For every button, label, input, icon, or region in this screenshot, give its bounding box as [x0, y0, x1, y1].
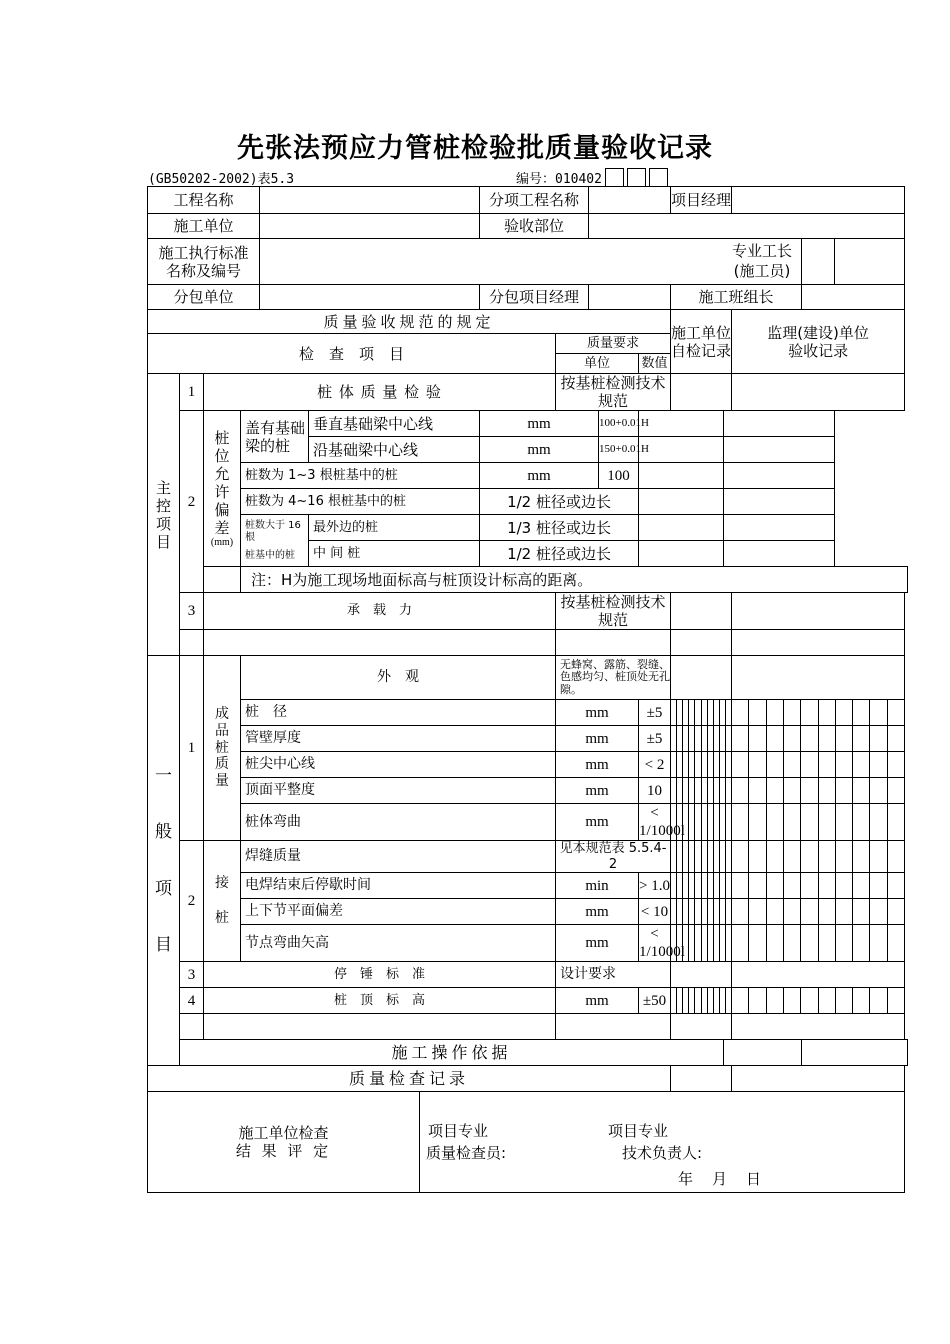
standard-code: (GB50202-2002)表5.3 [148, 172, 295, 187]
pos-label-char: 桩 [214, 428, 230, 447]
project-name-value[interactable] [260, 187, 480, 214]
foreman-value[interactable] [835, 239, 905, 285]
pile-body-req: 按基桩检测技术规范 [556, 374, 671, 411]
supervisor-cell[interactable] [732, 1014, 905, 1040]
row-name: 管壁厚度 [241, 726, 556, 752]
row-value: < 1/1000l [639, 805, 685, 839]
row-name: 桩 径 [241, 700, 556, 726]
supervisor-cell[interactable] [732, 656, 905, 700]
n13-value: 100 [599, 463, 639, 489]
supervisor-header-line1: 监理(建设)单位 [767, 323, 869, 342]
capped-line2: 梁的桩 [245, 436, 291, 455]
inspector-line2: 质量检查员: [426, 1144, 507, 1163]
construction-unit-value[interactable] [260, 214, 480, 239]
foreman-label-text [722, 241, 802, 282]
row-value: < 1/1000l [639, 926, 685, 961]
joint-pile-label [204, 841, 241, 962]
supervisor-header [732, 310, 905, 374]
operation-basis-label: 施工操作依据 [180, 1040, 724, 1066]
self-check-cell[interactable] [671, 962, 732, 988]
row-unit: mm [556, 778, 639, 804]
row-value: > 1.0 [639, 873, 671, 899]
result-evaluation-body[interactable] [420, 1092, 905, 1193]
team-leader-label: 施工班组长 [671, 285, 802, 310]
row-name: 电焊结束后停歇时间 [241, 873, 556, 899]
result-evaluation-label [148, 1092, 420, 1193]
item-number: 3 [180, 593, 204, 630]
check-items-header: 检 查 项 目 [148, 334, 556, 374]
supervisor-grid[interactable] [732, 841, 905, 873]
supervisor-cell[interactable] [732, 962, 905, 988]
date-line: 年 月 日 [678, 1170, 764, 1189]
general-label-char: 项 [155, 878, 172, 899]
supervisor-grid[interactable] [732, 899, 905, 925]
supervisor-cell[interactable] [732, 593, 905, 630]
weld-quality-label: 焊缝质量 [241, 841, 556, 873]
row-value: ±5 [639, 700, 671, 726]
project-name-label: 工程名称 [148, 187, 260, 214]
finished-label-char: 量 [215, 773, 229, 790]
page-title: 先张法预应力管桩检验批质量验收记录 [237, 133, 713, 164]
pos-label-unit: (mm) [210, 536, 234, 548]
self-check-cell[interactable] [639, 489, 724, 515]
row-name: 上下节平面偏差 [241, 899, 556, 925]
self-check-cell[interactable] [639, 437, 724, 463]
row-unit: mm [556, 804, 639, 841]
top-elev-unit: mm [556, 988, 639, 1014]
row-name: 桩尖中心线 [241, 752, 556, 778]
standard-name-value[interactable] [260, 239, 802, 285]
tech-line2: 技术负责人: [622, 1144, 703, 1163]
acceptance-part-value[interactable] [589, 214, 905, 239]
top-elev-label: 桩 顶 标 高 [204, 988, 556, 1014]
joint-label-char: 接 [215, 875, 229, 892]
number-box[interactable] [627, 168, 646, 187]
empty-cell[interactable] [556, 630, 671, 656]
supervisor-grid[interactable] [732, 700, 905, 726]
self-check-cell[interactable] [671, 593, 732, 630]
self-check-cell[interactable] [671, 1014, 732, 1040]
foreman-label [802, 239, 835, 285]
row-unit: mm [556, 925, 639, 962]
unit-header: 单位 [556, 354, 639, 374]
self-check-cell[interactable] [639, 463, 724, 489]
item-number: 2 [180, 411, 204, 593]
row-unit: min [556, 873, 639, 899]
appearance-label: 外 观 [241, 656, 556, 700]
subcontractor-value[interactable] [260, 285, 480, 310]
team-leader-value[interactable] [802, 285, 905, 310]
main-items-label [148, 374, 180, 656]
spec-header: 质量验收规范的规定 [148, 310, 671, 334]
main-label-char: 目 [155, 532, 171, 551]
main-label-char: 主 [155, 478, 171, 497]
appearance-req: 无蜂窝、露筋、裂缝、色感均匀、桩顶处无孔隙。 [556, 656, 671, 700]
row-value: ±5 [639, 726, 671, 752]
empty-cell[interactable] [204, 1014, 556, 1040]
row-unit: mm [556, 899, 639, 925]
general-items-label [148, 656, 180, 1066]
n13-label: 桩数为 1~3 根桩基中的桩 [241, 463, 480, 489]
weld-quality-req: 见本规范表 5.5.4-2 [556, 841, 671, 873]
outer-pile-label: 最外边的桩 [309, 515, 480, 541]
item-number: 1 [180, 374, 204, 411]
result-line1: 施工单位检查 [238, 1124, 329, 1143]
empty-cell[interactable] [556, 1014, 671, 1040]
value-header: 数值 [639, 354, 671, 374]
main-label-char: 项 [155, 514, 171, 533]
supervisor-grid[interactable] [732, 778, 905, 804]
operation-basis-supervisor[interactable] [802, 1040, 908, 1066]
supervisor-cell[interactable] [724, 515, 835, 541]
supervisor-cell[interactable] [724, 541, 835, 567]
self-check-grid[interactable] [671, 804, 732, 841]
inspection-form [147, 186, 908, 1193]
along-unit: mm [480, 437, 599, 463]
quality-req-header: 质量要求 [556, 334, 671, 354]
item-number: 2 [180, 841, 204, 962]
finished-label-char: 质 [215, 756, 229, 773]
row-unit: mm [556, 752, 639, 778]
supervisor-header-line2: 验收记录 [788, 341, 849, 360]
general-label-char: 目 [155, 934, 172, 955]
along-label: 沿基础梁中心线 [309, 437, 480, 463]
self-check-grid[interactable] [671, 726, 732, 752]
hammer-stop-req: 设计要求 [556, 962, 671, 988]
self-check-cell[interactable] [671, 656, 732, 700]
perp-unit: mm [480, 411, 599, 437]
self-check-header: 施工单位自检记录 [671, 310, 732, 374]
item-number: 1 [180, 656, 204, 841]
subcontractor-label: 分包单位 [148, 285, 260, 310]
self-check-grid[interactable] [671, 778, 732, 804]
hammer-stop-label: 停 锤 标 准 [204, 962, 556, 988]
row-value: < 10 [639, 899, 671, 925]
quality-record-self[interactable] [671, 1066, 732, 1092]
self-check-cell[interactable] [639, 515, 724, 541]
supervisor-cell[interactable] [732, 630, 905, 656]
result-line2: 结 果 评 定 [235, 1142, 332, 1161]
pos-label-char: 许 [214, 482, 230, 501]
pos-label-char: 差 [214, 518, 230, 537]
sub-project-manager-label: 分包项目经理 [480, 285, 589, 310]
outer-pile-req: 1/3 桩径或边长 [480, 515, 639, 541]
pile-body-label: 桩 体 质 量 检 验 [204, 374, 556, 411]
n16-line3: 桩基中的桩 [245, 549, 295, 561]
quality-record-label: 质量检查记录 [148, 1066, 671, 1092]
standard-name-label [148, 239, 260, 285]
operation-basis-self[interactable] [724, 1040, 802, 1066]
row-name: 顶面平整度 [241, 778, 556, 804]
sub-project-name-label: 分项工程名称 [480, 187, 589, 214]
number-box[interactable] [649, 168, 668, 187]
supervisor-grid[interactable] [732, 988, 905, 1014]
n416-req: 1/2 桩径或边长 [480, 489, 639, 515]
project-manager-label: 项目经理 [671, 187, 732, 214]
supervisor-grid[interactable] [732, 804, 905, 841]
form-number [516, 168, 668, 187]
row-value: 10 [639, 778, 671, 804]
supervisor-grid[interactable] [732, 726, 905, 752]
general-label-char: 一 [155, 765, 172, 786]
supervisor-cell[interactable] [724, 463, 835, 489]
pos-label-char: 偏 [214, 500, 230, 519]
capacity-req: 按基桩检测技术规范 [556, 593, 671, 630]
foreman-line2: (施工员) [733, 262, 791, 281]
empty-cell [180, 630, 204, 656]
pos-label-char: 允 [214, 464, 230, 483]
note-text: 注：H为施工现场地面标高与桩顶设计标高的距离。 [241, 567, 908, 593]
form-number-label: 编号：010402 [516, 172, 602, 187]
empty-cell [180, 1014, 204, 1040]
n16-line2: 根 [245, 531, 255, 543]
sub-project-manager-value[interactable] [589, 285, 671, 310]
construction-unit-label: 施工单位 [148, 214, 260, 239]
supervisor-grid[interactable] [732, 925, 905, 962]
foreman-line1: 专业工长 [731, 242, 792, 260]
perp-value: 100+0.01H [599, 411, 639, 437]
supervisor-grid[interactable] [732, 752, 905, 778]
standard-name-line2: 名称及编号 [166, 261, 242, 280]
item-number: 3 [180, 962, 204, 988]
project-manager-value[interactable] [732, 187, 905, 214]
joint-label-char: 桩 [215, 910, 229, 927]
self-check-grid[interactable] [671, 841, 732, 873]
top-elev-value: ±50 [639, 988, 671, 1014]
acceptance-part-label: 验收部位 [480, 214, 589, 239]
n13-unit: mm [480, 463, 599, 489]
tech-line1: 项目专业 [608, 1122, 669, 1141]
perp-label: 垂直基础梁中心线 [309, 411, 480, 437]
middle-pile-req: 1/2 桩径或边长 [480, 541, 639, 567]
supervisor-cell[interactable] [724, 489, 835, 515]
empty-cell[interactable] [204, 630, 556, 656]
self-check-cell[interactable] [639, 541, 724, 567]
self-check-cell[interactable] [671, 630, 732, 656]
capped-line1: 盖有基础 [245, 418, 306, 437]
self-check-grid[interactable] [671, 988, 732, 1014]
self-check-grid[interactable] [671, 899, 732, 925]
row-value: < 2 [639, 752, 671, 778]
row-unit: mm [556, 726, 639, 752]
self-check-grid[interactable] [671, 925, 732, 962]
pile-position-label [204, 411, 241, 567]
pos-label-char: 位 [214, 446, 230, 465]
row-name: 桩体弯曲 [241, 804, 556, 841]
self-check-grid[interactable] [671, 752, 732, 778]
item-number: 4 [180, 988, 204, 1014]
row-unit: mm [556, 700, 639, 726]
along-value: 150+0.01H [599, 437, 639, 463]
n16-label [241, 515, 309, 567]
finished-label-char: 品 [215, 722, 229, 739]
supervisor-cell[interactable] [724, 437, 835, 463]
quality-record-supervisor[interactable] [732, 1066, 905, 1092]
n16-line1: 桩数大于 16 [245, 519, 301, 531]
number-box[interactable] [605, 168, 624, 187]
supervisor-grid[interactable] [732, 873, 905, 899]
finished-label-char: 桩 [215, 739, 229, 756]
finished-label-char: 成 [215, 706, 229, 722]
capacity-label: 承 载 力 [204, 593, 556, 630]
finished-pile-label [204, 656, 241, 841]
capped-pile-label [241, 411, 309, 463]
row-name: 节点弯曲矢高 [241, 925, 556, 962]
self-check-grid[interactable] [671, 700, 732, 726]
general-label-char: 般 [155, 822, 172, 843]
inspector-line1: 项目专业 [428, 1122, 489, 1141]
main-label-char: 控 [155, 496, 171, 515]
self-check-cell[interactable] [671, 374, 732, 411]
middle-pile-label: 中 间 桩 [309, 541, 480, 567]
supervisor-cell[interactable] [724, 411, 835, 437]
self-check-cell[interactable] [639, 411, 724, 437]
sub-project-name-value[interactable] [589, 187, 671, 214]
note-spacer [204, 567, 241, 593]
n416-label: 桩数为 4~16 根桩基中的桩 [241, 489, 480, 515]
supervisor-cell[interactable] [732, 374, 905, 411]
self-check-grid[interactable] [671, 873, 732, 899]
standard-name-line1: 施工执行标准 [158, 243, 249, 262]
